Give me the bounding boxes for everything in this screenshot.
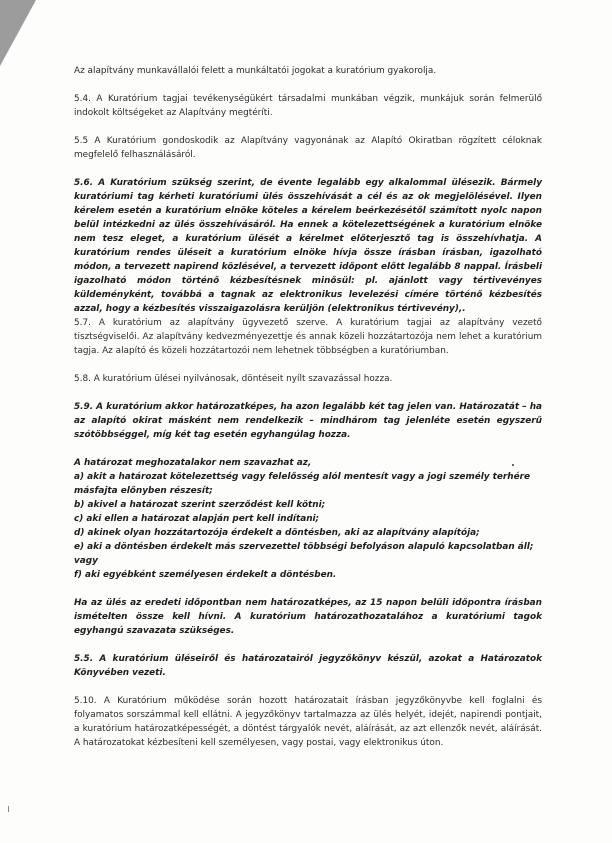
paragraph-5-7: 5.7. A kuratórium az alapítvány ügyvezető szerve. A kuratórium tagjai az alapítvány vezető tisztségviselői. Az alapítvány kedvezményezettje és annak közeli hozzátartozója nem lehet a kuratórium tagja. Az alapító és közeli hozzátartozói nem lehetnek többségben a kuratóriumban.: [74, 318, 542, 356]
list-item: c) aki ellen a határozat alapján pert kell indítani;: [74, 514, 320, 524]
scan-mark: [8, 806, 9, 812]
paragraph-5-10: 5.10. A Kuratórium működése során hozott határozatait írásban jegyzőkönyvbe kell foglalni és folyamatos sorszámmal kell ellátni. A jegyzőkönyv tartalmazza az ülés helyét, idejét, napirendi pontjait, a kuratórium határozatképességét, a döntést tárgyalók nevét, aláírását, az azt ellenzők nevét, aláírását. A határozatokat kézbesíteni kell személyesen, vagy postai, vagy elektronikus úton.: [74, 696, 542, 748]
paragraph-5-4: 5.4. A Kuratórium tagjai tevékenységükért társadalmi munkában végzik, munkájuk során felmerülő indokolt költségeket az Alapítvány megtéríti.: [74, 94, 542, 118]
scan-corner-shadow: [0, 0, 36, 66]
document-page: [74, 64, 542, 764]
list-item: f) aki egyébként személyesen érdekelt a döntésben.: [74, 570, 337, 580]
list-item: a) akit a határozat kötelezettség vagy felelősség alól mentesít vagy a jogi személy terhére másfajta előnyben részesít;: [74, 472, 531, 496]
list-item: e) aki a döntésben érdekelt más szervezettel többségi befolyáson alapuló kapcsolatban áll; vagy: [74, 542, 534, 566]
paragraph-5-8: 5.8. A kuratórium ülései nyilvánosak, döntéseit nyílt szavazással hozza.: [74, 374, 393, 384]
list-intro: A határozat meghozatalakor nem szavazhat az,: [74, 458, 312, 468]
paragraph-minutes-book: 5.5. A kuratórium üléseiről és határozatairól jegyzőkönyv készül, azokat a Határozatok Könyvében vezeti.: [74, 654, 542, 678]
list-item: b) akivel a határozat szerint szerződést kell kötni;: [74, 500, 326, 510]
paragraph-5-6: 5.6. A Kuratórium szükség szerint, de évente legalább egy alkalommal ülésezik. Bármely kuratóriumi tag kérheti kuratóriumi ülés összehívását a cél és az ok megjelölésével. Ilyen kérelem esetén a kuratórium elnöke köteles a kérelem beérkezésétől számított nyolc napon belül intézkedni az ülés összehívásáról. Ha ennek a kötelezettségének a kuratórium elnöke nem tesz eleget, a kuratórium ülését a kérelmet előterjesztő tag is összehívhatja. A kuratórium rendes üléseit a kuratórium elnöke hívja össze írásban írásban, igazolható módon, a tervezett napirend közlésével, a tervezett időpont előtt legalább 8 nappal. Írásbeli igazolható módon történő kézbesítésnek minősül: pl. ajánlott vagy tértivevényes küldeményként, továbbá a tagnak az elektronikus levelezési címére történő kézbesítés azzal, hogy a kézbesítés visszaigazolásra kerüljön (elektronikus tértivevény),.: [74, 178, 542, 314]
voting-exclusion-list: [74, 456, 542, 582]
paragraph-5-9: 5.9. A kuratórium akkor határozatképes, ha azon legalább két tag jelen van. Határozatát – ha az alapító okirat másként nem rendelkezik – mindhárom tag jelenléte esetén egyszerű szótöbbséggel, míg két tag esetén egyhangúlag hozza.: [74, 402, 542, 440]
paragraph-5-5: 5.5 A Kuratórium gondoskodik az Alapítvány vagyonának az Alapító Okiratban rögzített céloknak megfelelő felhasználásáról.: [74, 136, 542, 160]
list-item: d) akinek olyan hozzátartozója érdekelt a döntésben, aki az alapítvány alapítója;: [74, 528, 480, 538]
paragraph-employer-rights: Az alapítvány munkavállalói felett a munkáltatói jogokat a kuratórium gyakorolja.: [74, 66, 437, 76]
paragraph-repeat-meeting: Ha az ülés az eredeti időpontban nem határozatképes, az 15 napon belüli időpontra írásban ismételten össze kell hívni. A kuratórium határozathozatalához a kuratóriumi tagok egyhangú szavazata szükséges.: [74, 598, 542, 636]
